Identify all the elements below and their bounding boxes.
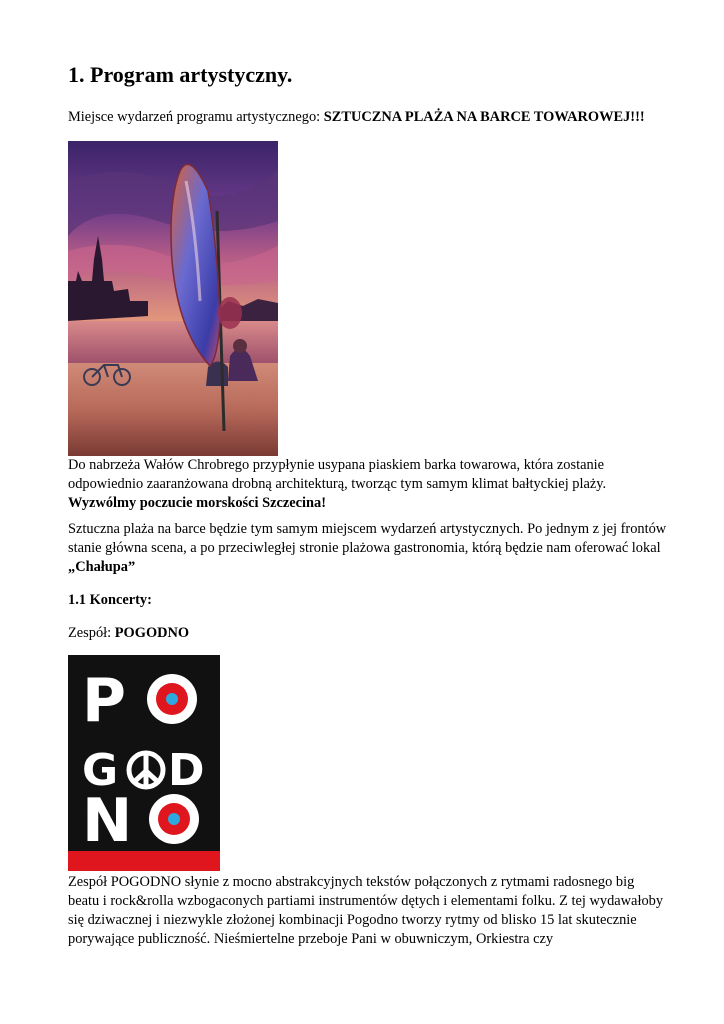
barge-description-text: Do nabrzeża Wałów Chrobrego przypłynie usypana piaskiem barka towarowa, która zostanie odpowiednio zaaranżowana drobną architekturą, tworząc tym samym klimat bałtyckiej plaży. bbox=[68, 457, 607, 492]
venue-label: Miejsce wydarzeń programu artystycznego: bbox=[68, 109, 324, 125]
band-name: POGODNO bbox=[114, 625, 190, 641]
band-label: Zespół: bbox=[68, 625, 115, 641]
section-title: 1. Program artystyczny. bbox=[68, 62, 293, 87]
logo-target-o-1 bbox=[147, 674, 197, 724]
subsection-title: 1.1 Koncerty: bbox=[68, 592, 152, 608]
logo-letter-n: N bbox=[82, 786, 133, 856]
venue-name: SZTUCZNA PLAŻA NA BARCE TOWAROWEJ!!! bbox=[323, 109, 645, 125]
stage-description bbox=[68, 520, 668, 577]
pogodno-logo-art bbox=[68, 655, 220, 871]
stage-description-text: Sztuczna plaża na barce będzie tym samym miejscem wydarzeń artystycznych. Po jednym z jej frontów stanie główna scena, a po przeciwległej stronie plażowa gastronomia, którą będzie nam oferować lokal bbox=[68, 521, 667, 556]
barge-description bbox=[68, 456, 668, 513]
logo-letter-p: P bbox=[82, 666, 126, 736]
pogodno-logo bbox=[68, 655, 220, 871]
logo-target-o-2 bbox=[149, 794, 199, 844]
barge-description-slogan: Wyzwólmy poczucie morskości Szczecina! bbox=[68, 495, 327, 511]
beach-photo-illustration bbox=[68, 141, 278, 456]
band-line bbox=[68, 624, 668, 643]
venue-partner: „Chałupa” bbox=[68, 559, 136, 575]
band-description: Zespół POGODNO słynie z mocno abstrakcyjnych tekstów połączonych z rytmami radosnego big beatu i rock&rolla wzbogaconych partiami instrumentów dętych i elementami folku. Z tej wydawałoby się dziwacznej i niezwykle złożonej kombinacji Pogodno tworzy rytmy od blisko 15 lat skutecznie porywające publiczność. Nieśmiertelne przeboje Pani w obuwniczym, Orkiestra czy bbox=[68, 874, 664, 947]
venue-line bbox=[68, 108, 668, 127]
logo-letter-g: G bbox=[82, 745, 119, 796]
beach-barge-photo bbox=[68, 141, 278, 456]
logo-letter-d: D bbox=[168, 745, 205, 796]
